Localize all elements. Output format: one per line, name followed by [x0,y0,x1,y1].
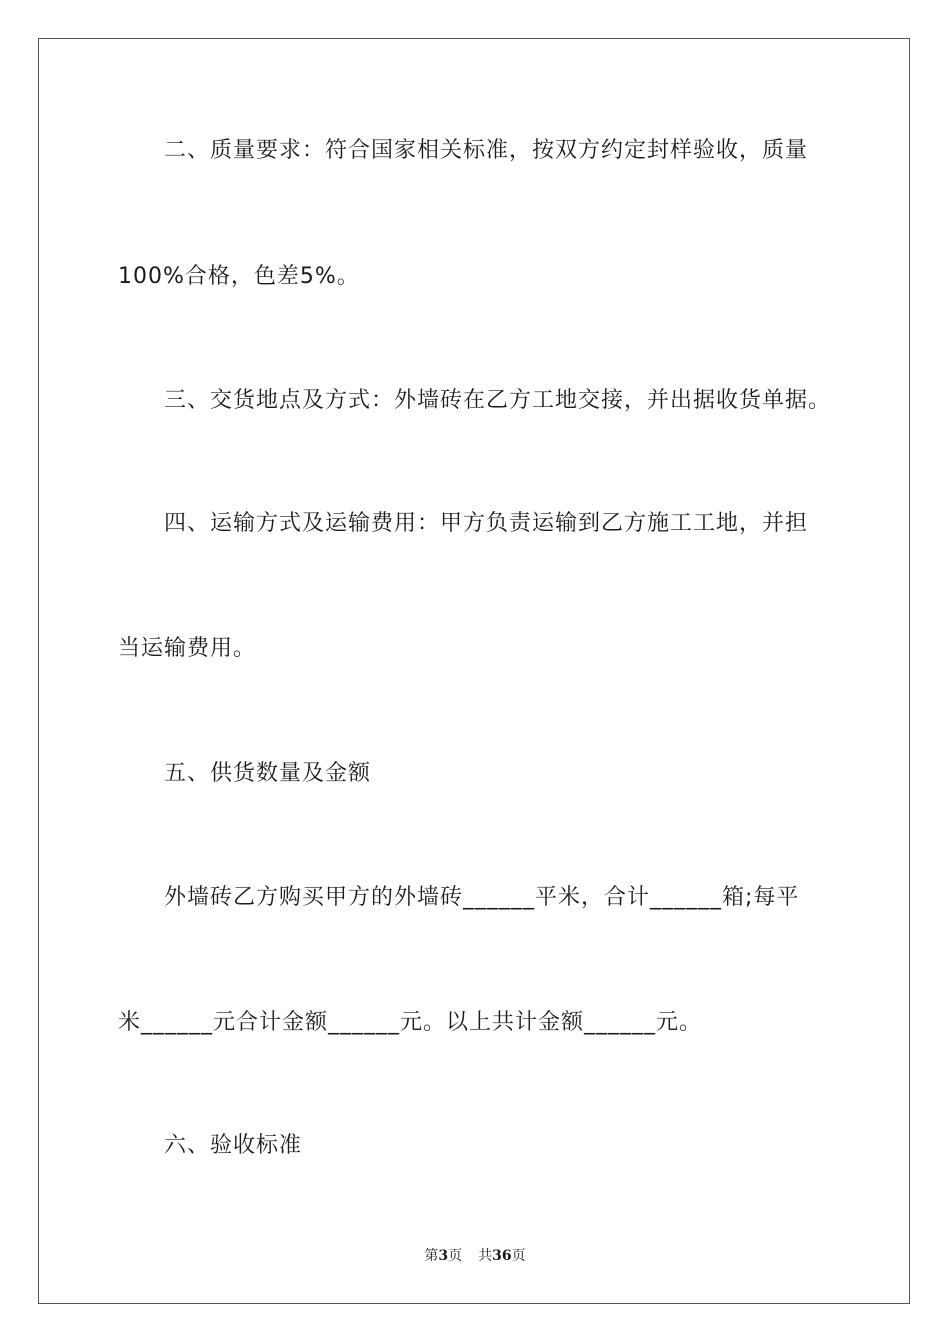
paragraph-transport: 四、运输方式及运输费用：甲方负责运输到乙方施工工地，并担 [164,511,809,536]
footer-page-prefix: 第 [424,1248,439,1264]
paragraph-quality-continued: 100%合格，色差5%。 [118,264,360,289]
paragraph-supply-quantity-continued: 米______元合计金额______元。以上共计金额______元。 [118,1010,703,1035]
paragraph-quality-requirements: 二、质量要求：符合国家相关标准，按双方约定封样验收，质量 [164,138,809,163]
page-border [38,38,910,1304]
page-footer [0,1246,950,1266]
footer-total-prefix: 共 [478,1248,493,1264]
footer-total-suffix: 页 [511,1248,526,1264]
paragraph-transport-continued: 当运输费用。 [118,636,257,661]
heading-acceptance-standard: 六、验收标准 [164,1133,303,1158]
footer-page-mid: 页 [448,1248,463,1264]
heading-supply-quantity: 五、供货数量及金额 [164,761,372,786]
paragraph-delivery: 三、交货地点及方式：外墙砖在乙方工地交接，并出据收货单据。 [164,388,832,413]
paragraph-supply-quantity: 外墙砖乙方购买甲方的外墙砖______平米，合计______箱;每平 [164,885,800,910]
footer-page-current: 3 [438,1248,449,1264]
footer-page-total: 36 [492,1248,512,1264]
